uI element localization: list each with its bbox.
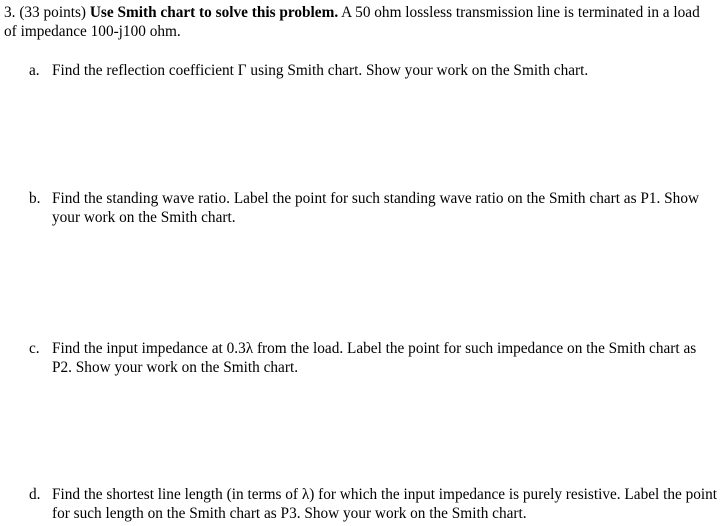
problem-number: 3. bbox=[4, 4, 16, 21]
part-letter: a. bbox=[29, 62, 40, 79]
question-part-c bbox=[29, 340, 719, 377]
part-text: Find the input impedance at 0.3λ from the load. Label the point for such impedance on the Smith chart as P2. Show your work on the Smith chart. bbox=[52, 340, 697, 376]
question-part-b bbox=[29, 190, 719, 227]
problem-instruction: Use Smith chart to solve this problem. bbox=[89, 4, 339, 21]
question-part-d bbox=[29, 486, 719, 523]
problem-statement bbox=[4, 4, 716, 41]
question-part-a bbox=[29, 62, 719, 81]
problem-description: A 50 ohm lossless transmission line is terminated in a load of impedance 100-j100 ohm. bbox=[4, 4, 700, 40]
part-text: Find the reflection coefficient Γ using Smith chart. Show your work on the Smith chart. bbox=[52, 62, 589, 79]
part-text: Find the shortest line length (in terms of λ) for which the input impedance is purely resistive. Label the point for such length on the Smith chart as P3. Show your work on the Smith chart. bbox=[52, 486, 718, 522]
part-text: Find the standing wave ratio. Label the point for such standing wave ratio on the Smith chart as P1. Show your work on the Smith chart. bbox=[52, 190, 700, 226]
problem-points: (33 points) bbox=[19, 4, 87, 21]
part-letter: c. bbox=[29, 340, 40, 357]
part-letter: d. bbox=[29, 486, 41, 503]
part-letter: b. bbox=[29, 190, 41, 207]
